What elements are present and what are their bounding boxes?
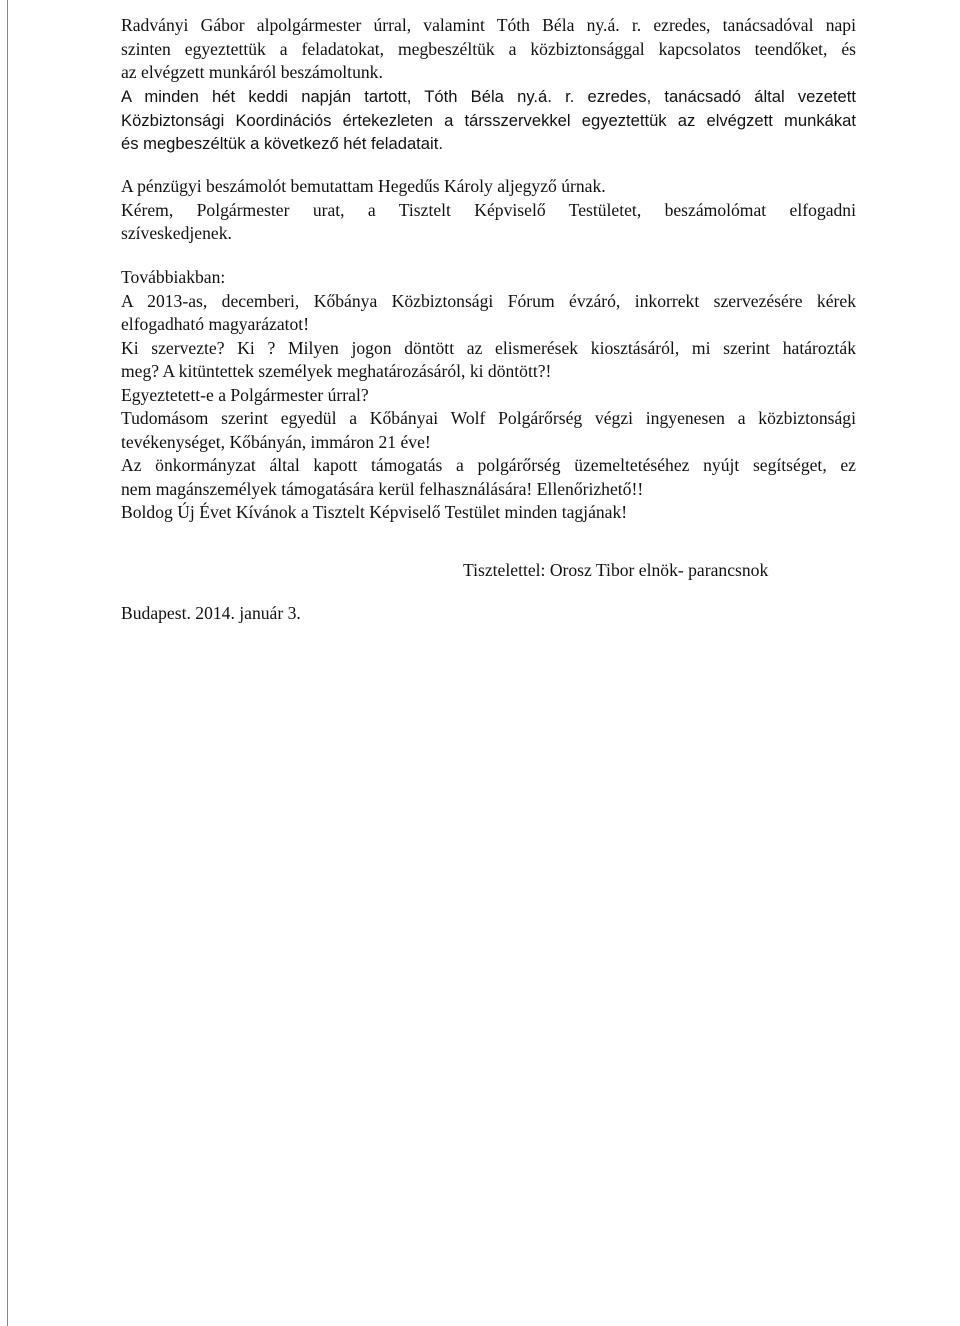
paragraph-weekly-meeting [121,85,856,156]
paragraph-line: Radványi Gábor alpolgármester úrral, valamint Tóth Béla ny.á. r. ezredes, tanácsadóval napi [121,15,856,35]
paragraph-line: szíveskedjenek. [121,223,232,243]
paragraph-line: Az önkormányzat által kapott támogatás a polgárőrség üzemeltetéséhez nyújt segítséget, ez [121,455,856,475]
paragraph-line: meg? A kitüntettek személyek meghatározásáról, ki döntött?! [121,361,552,381]
paragraph-line: Ki szervezte? Ki ? Milyen jogon döntött az elismerések kiosztásáról, mi szerint határozták [121,337,856,358]
paragraph-line: A 2013-as, decemberi, Kőbánya Közbiztonsági Fórum évzáró, inkorrekt szervezésére kérek [121,290,856,311]
paragraph-line: és megbeszéltük a következő hét feladatait. [121,134,443,153]
date-line: Budapest. 2014. január 3. [121,603,301,623]
paragraph-financial-report [121,175,856,246]
paragraph-line: Tudomásom szerint egyedül a Kőbányai Wolf Polgárőrség végzi ingyenesen a közbiztonsági [121,408,856,428]
signature-line: Tisztelettel: Orosz Tibor elnök- parancsnok [463,560,769,580]
scan-edge-line [7,0,8,1326]
paragraph-coordination [121,14,856,85]
paragraph-line: tevékenységet, Kőbányán, immáron 21 éve! [121,431,431,452]
paragraph-line: Egyeztetett-e a Polgármester úrral? [121,384,369,405]
section-heading: Továbbiakban: [121,267,226,287]
paragraph-line: Kérem, Polgármester urat, a Tisztelt Képviselő Testületet, beszámolómat elfogadni [121,199,856,220]
paragraph-line: Boldog Új Évet Kívánok a Tisztelt Képviselő Testület minden tagjának! [121,502,628,522]
paragraph-line: A pénzügyi beszámolót bemutattam Hegedűs Károly aljegyző úrnak. [121,176,606,196]
paragraph-line: az elvégzett munkáról beszámoltunk. [121,62,383,82]
paragraph-line: nem magánszemélyek támogatására kerül felhasználására! Ellenőrizhető!! [121,478,644,499]
paragraph-line: elfogadható magyarázatot! [121,314,310,334]
paragraph-line: szinten egyeztettük a feladatokat, megbeszéltük a közbiztonsággal kapcsolatos teendőket, és [121,38,856,59]
paragraph-line: A minden hét keddi napján tartott, Tóth Béla ny.á. r. ezredes, tanácsadó által vezetett [121,87,856,106]
paragraph-line: Közbiztonsági Koordinációs értekezleten a társszervekkel egyeztettük az elvégzett munkákat [121,110,856,130]
paragraph-further-matters [121,266,856,525]
